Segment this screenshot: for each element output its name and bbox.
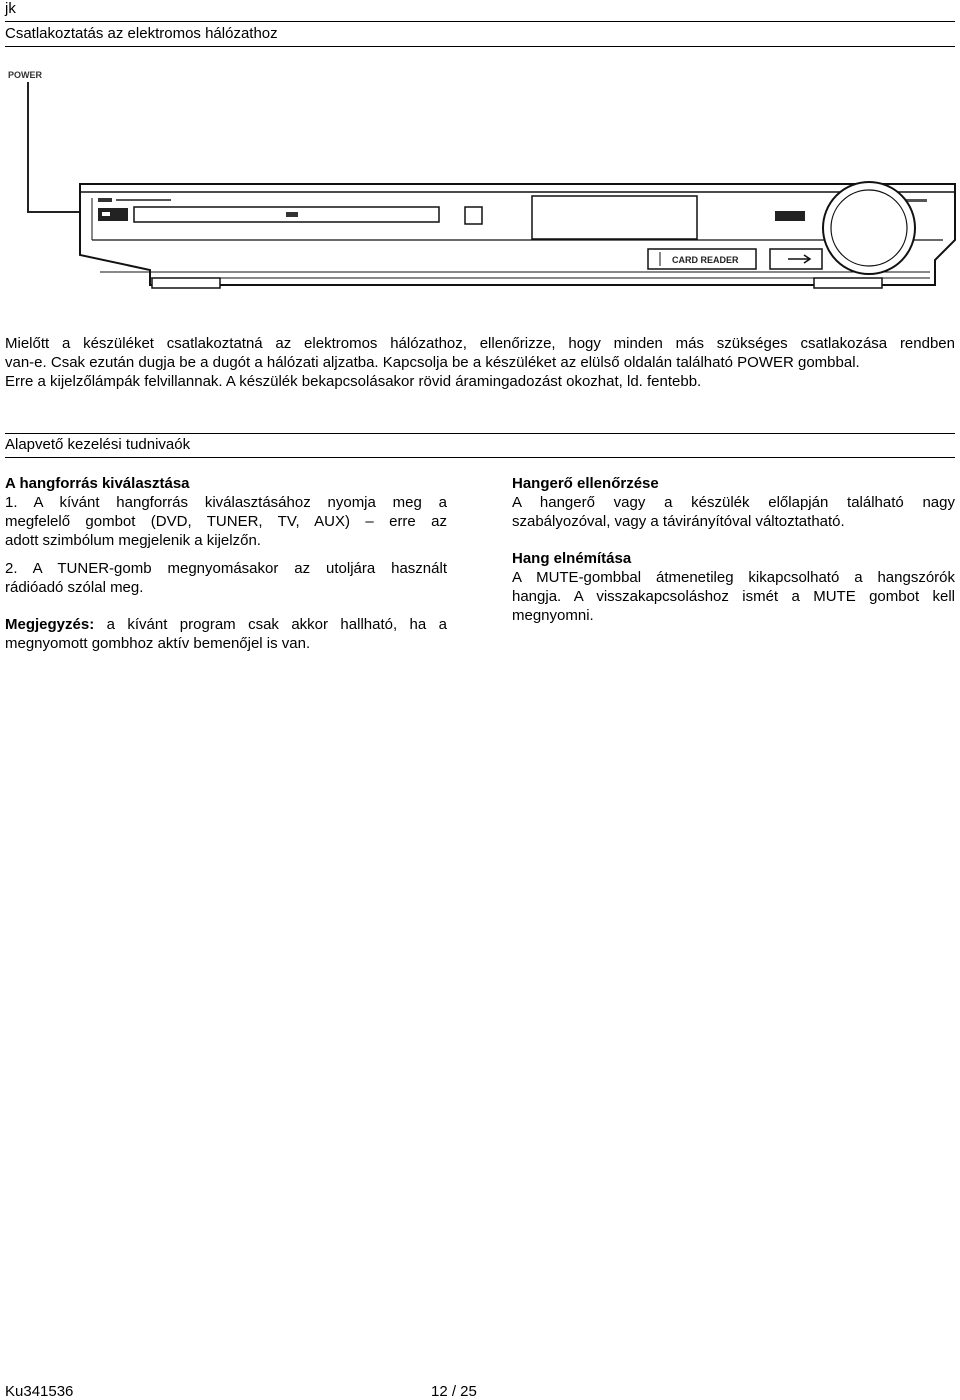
section-rule [5,46,955,47]
power-label: POWER [8,70,43,80]
right-column [512,474,955,625]
paragraph-line: Erre a kijelzőlámpák felvillannak. A készülék bekapcsolásakor rövid áramingadozást okozhat, ld. fentebb. [5,373,702,390]
list-item-2: 2. A TUNER-gomb megnyomásakor az utoljára használt rádióadó szólal meg. [5,560,447,596]
section-rule [5,457,955,458]
section-title-basics: Alapvető kezelési tudnivaók [5,436,191,453]
display-window [532,196,697,239]
paragraph-line: Mielőtt a készüléket csatlakoztatná az elektromos hálózathoz, ellenőrizze, hogy minden más szükséges csatlakozása rendben [5,335,955,352]
header-rule [5,21,955,22]
heading-mute: Hang elnémítása [512,550,632,567]
paragraph-line: van-e. Csak ezután dugja be a dugót a hálózati aljzatba. Kapcsolja be a készüléket az elülső oldalán található POWER gombbal. [5,354,860,371]
header-tag: jk [5,0,16,17]
foot-left [152,278,220,288]
section-title-power: Csatlakoztatás az elektromos hálózathoz [5,25,278,42]
foot-right [814,278,882,288]
list-item-1: 1. A kívánt hangforrás kiválasztásához nyomja meg a megfelelő gombot (DVD, TUNER, TV, AUX) – erre az adott szimbólum megjelenik a kijelzőn. [5,494,447,549]
note-label: Megjegyzés: [5,616,95,633]
footer-doc-id: Ku341536 [5,1383,74,1400]
power-paragraph [5,334,955,391]
volume-text: A hangerő vagy a készülék előlapján található nagy szabályozóval, vagy a távirányítóval változtatható. [512,494,955,530]
heading-volume: Hangerő ellenőrzése [512,475,659,492]
heading-source-select: A hangforrás kiválasztása [5,475,190,492]
section-rule [5,433,955,434]
left-column [5,474,447,653]
volume-knob [823,182,915,274]
card-reader-label: CARD READER [672,255,739,265]
footer-page-number: 12 / 25 [431,1383,477,1400]
note: Megjegyzés: a kívánt program csak akkor hallható, ha a megnyomott gombhoz aktív bemenőjel is van. [5,616,447,652]
device-front-panel-figure [0,60,960,300]
mute-text: A MUTE-gombbal átmenetileg kikapcsolható a hangszórók hangja. A visszakapcsoláshoz ismét a MUTE gombot kell megnyomni. [512,569,955,624]
eject-button [465,207,482,224]
